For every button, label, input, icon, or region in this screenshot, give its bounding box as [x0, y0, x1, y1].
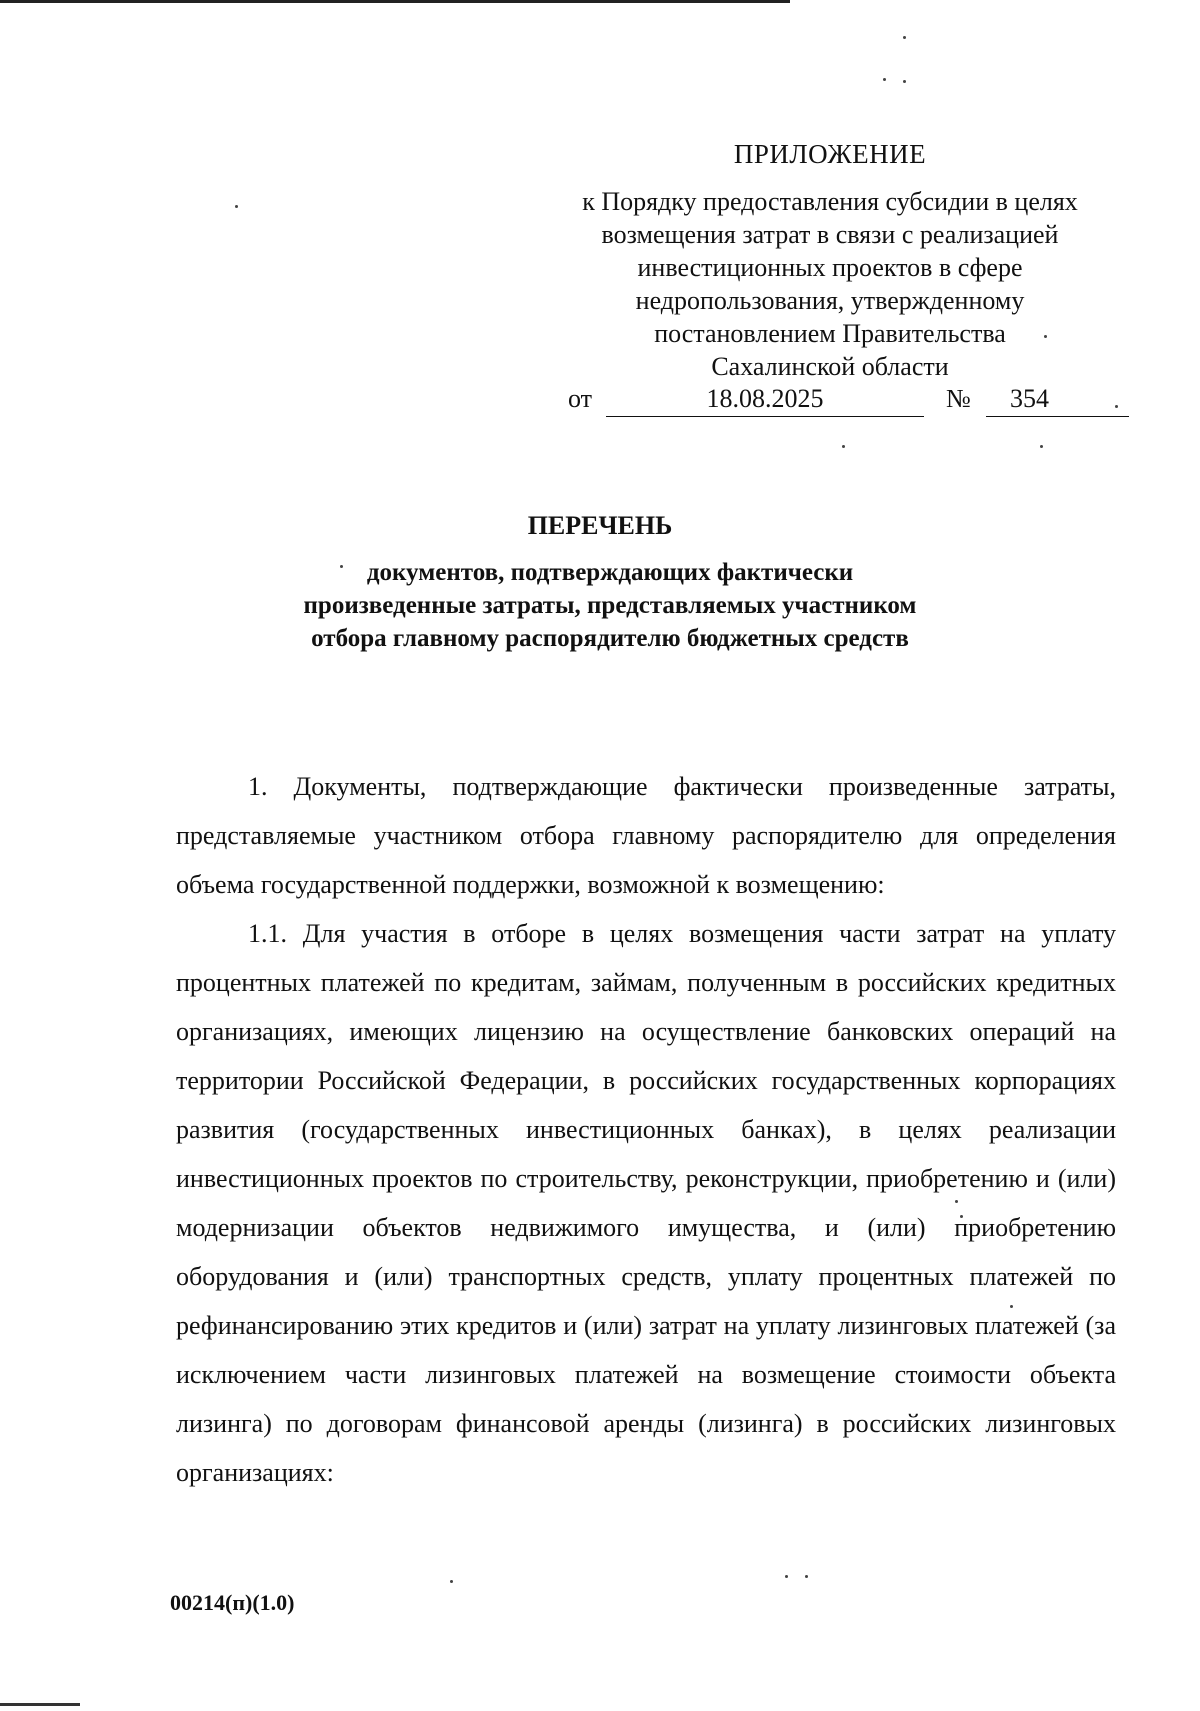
appendix-header — [545, 138, 1115, 383]
decree-number: 354 — [986, 382, 1129, 417]
scan-speck — [842, 445, 845, 448]
document-body — [176, 762, 1116, 1497]
number-sign: № — [946, 384, 971, 413]
date-prefix: от — [568, 384, 593, 413]
document-title: ПЕРЕЧЕНЬ — [527, 511, 673, 540]
scan-speck — [785, 1575, 788, 1578]
paragraph-1: 1. Документы, подтверждающие фактически произведенные затраты, представляемые участником отбора главному распорядителю для определения объема государственной поддержки, возможной к возмещению: — [176, 772, 1116, 899]
scan-edge-line-top — [0, 0, 790, 3]
appendix-line: постановлением Правительства — [654, 319, 1006, 348]
scan-speck — [805, 1575, 808, 1578]
scan-edge-line-bottom — [0, 1703, 80, 1706]
appendix-line: инвестиционных проектов в сфере — [637, 253, 1023, 282]
decree-date: 18.08.2025 — [606, 382, 924, 417]
appendix-line: возмещения затрат в связи с реализацией — [601, 220, 1059, 249]
scan-speck — [883, 78, 886, 81]
subtitle-line: отбора главному распорядителю бюджетных средств — [311, 625, 909, 652]
paragraph-1-1: 1.1. Для участия в отборе в целях возмещения части затрат на уплату процентных платежей по кредитам, займам, полученным в российских кредитных организациях, имеющих лицензию на осуществление банковских операций на территории Российской Федерации, в российских государственных корпорациях развития (государственных инвестиционных банках), в целях реализации инвестиционных проектов по строительству, реконструкции, приобретению и (или) модернизации объектов недвижимого имущества, и (или) приобретению оборудования и (или) транспортных средств, уплату процентных платежей по рефинансированию этих кредитов и (или) затрат на уплату лизинговых платежей (за исключением части лизинговых платежей на возмещение стоимости объекта лизинга) по договорам финансовой аренды (лизинга) в российских лизинговых организациях: — [176, 919, 1116, 1487]
appendix-line: Сахалинской области — [711, 352, 949, 381]
scan-speck — [903, 36, 906, 39]
scan-speck — [1040, 445, 1043, 448]
form-code: 00214(п)(1.0) — [170, 1590, 295, 1615]
scan-speck — [235, 205, 238, 208]
subtitle-line: произведенные затраты, представляемых участником — [303, 592, 917, 619]
appendix-line: к Порядку предоставления субсидии в целях — [582, 187, 1078, 216]
document-subtitle — [260, 556, 960, 655]
scan-speck — [450, 1580, 453, 1583]
subtitle-line: документов, подтверждающих фактически — [366, 559, 854, 586]
appendix-title: ПРИЛОЖЕНИЕ — [733, 139, 927, 169]
appendix-date-number-row — [568, 382, 1118, 416]
appendix-line: недропользования, утвержденному — [635, 286, 1025, 315]
scan-speck — [903, 80, 906, 83]
